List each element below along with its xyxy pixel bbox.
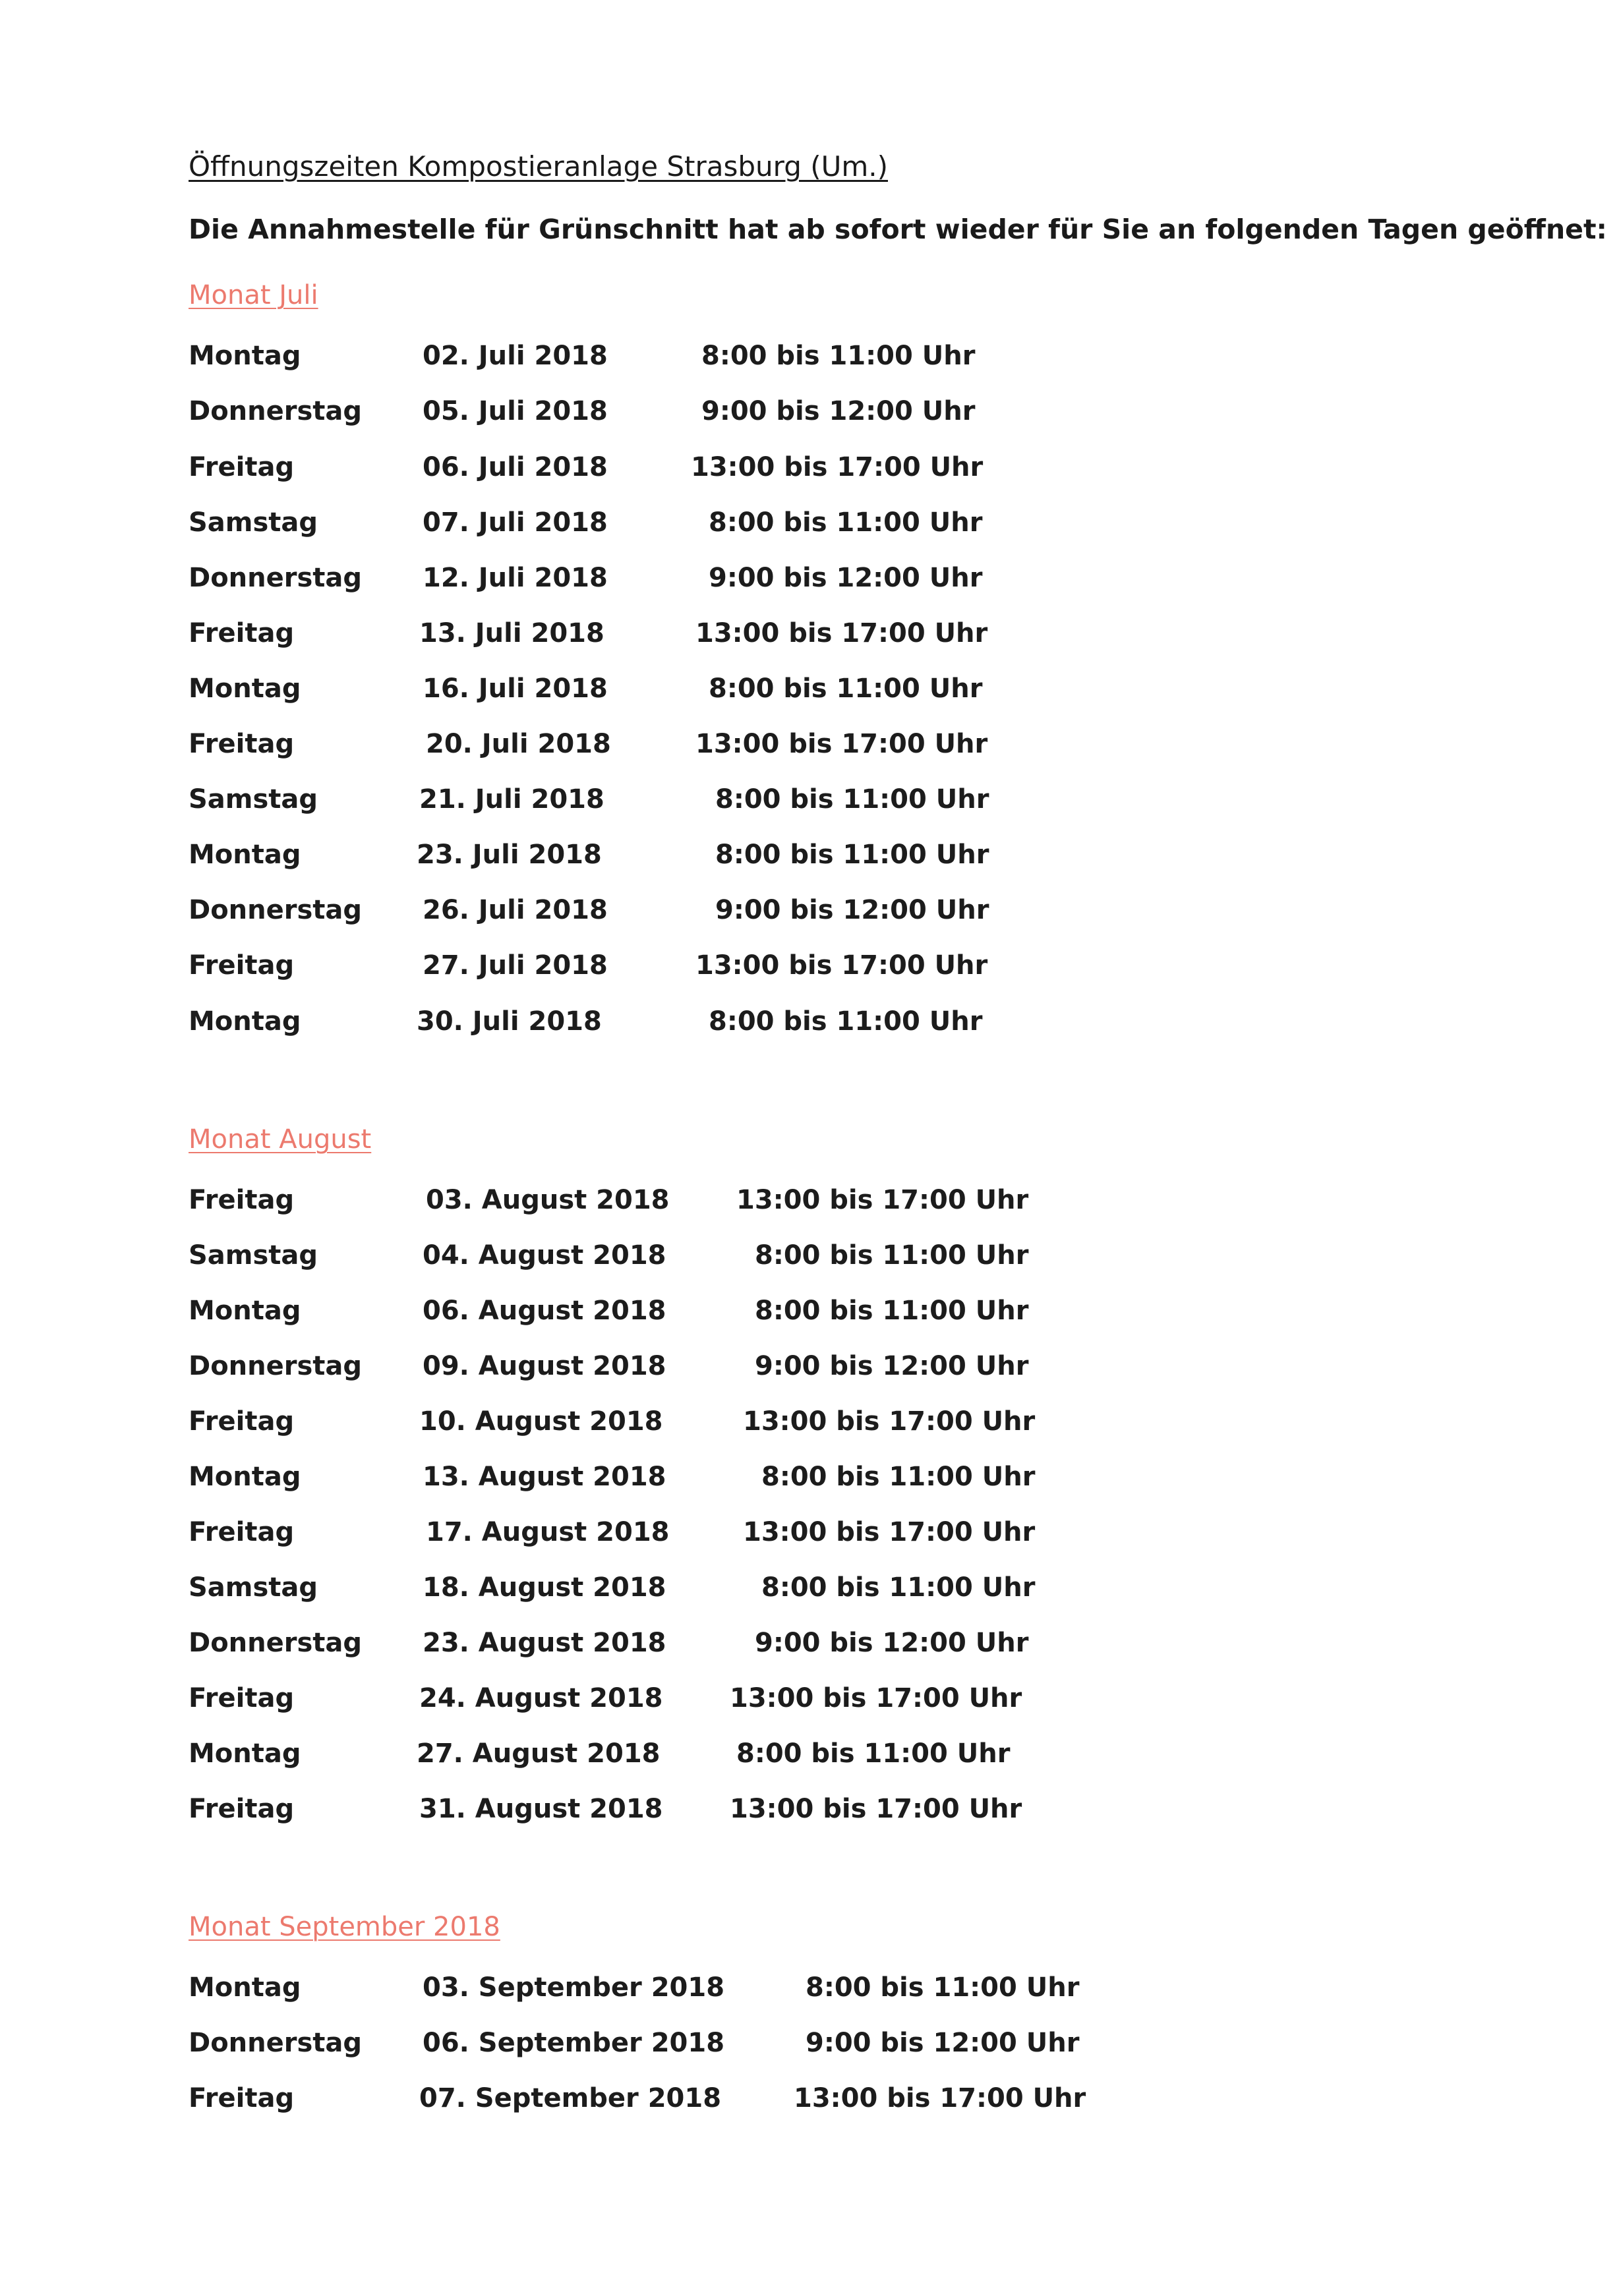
weekday-cell: Freitag: [189, 950, 295, 981]
date-cell: 06. Juli 2018: [423, 452, 608, 482]
date-cell: 30. Juli 2018: [417, 1006, 602, 1037]
date-cell: 24. August 2018: [419, 1683, 663, 1713]
schedule-row: [0, 840, 1619, 879]
schedule-row: [0, 1296, 1619, 1335]
time-cell: 13:00 bis 17:00 Uhr: [695, 729, 988, 759]
weekday-cell: Montag: [189, 1296, 301, 1326]
schedule-row: [0, 1462, 1619, 1501]
schedule-row: [0, 1517, 1619, 1557]
weekday-cell: Montag: [189, 1738, 301, 1769]
date-cell: 06. September 2018: [423, 2028, 725, 2058]
date-cell: 03. September 2018: [423, 1972, 725, 2003]
date-cell: 20. Juli 2018: [426, 729, 611, 759]
time-cell: 8:00 bis 11:00 Uhr: [709, 507, 983, 538]
weekday-cell: Samstag: [189, 1572, 318, 1603]
date-cell: 16. Juli 2018: [423, 674, 608, 704]
schedule-row: [0, 452, 1619, 492]
weekday-cell: Samstag: [189, 507, 318, 538]
time-cell: 9:00 bis 12:00 Uhr: [806, 2028, 1080, 2058]
weekday-cell: Freitag: [189, 452, 295, 482]
weekday-cell: Montag: [189, 341, 301, 371]
date-cell: 27. Juli 2018: [423, 950, 608, 981]
weekday-cell: Freitag: [189, 618, 295, 648]
time-cell: 8:00 bis 11:00 Uhr: [709, 674, 983, 704]
date-cell: 12. Juli 2018: [423, 563, 608, 593]
schedule-row: [0, 396, 1619, 436]
schedule-row: [0, 729, 1619, 768]
schedule-row: [0, 341, 1619, 380]
weekday-cell: Freitag: [189, 1517, 295, 1547]
weekday-cell: Montag: [189, 840, 301, 870]
date-cell: 17. August 2018: [426, 1517, 670, 1547]
schedule-row: [0, 2083, 1619, 2123]
time-cell: 13:00 bis 17:00 Uhr: [730, 1794, 1022, 1824]
weekday-cell: Freitag: [189, 1406, 295, 1437]
date-cell: 13. Juli 2018: [419, 618, 604, 648]
document-title: Öffnungszeiten Kompostieranlage Strasburg (Um.): [189, 150, 888, 183]
date-cell: 10. August 2018: [419, 1406, 663, 1437]
date-cell: 31. August 2018: [419, 1794, 663, 1824]
date-cell: 05. Juli 2018: [423, 396, 608, 426]
schedule-row: [0, 950, 1619, 990]
date-cell: 04. August 2018: [423, 1240, 666, 1271]
date-cell: 07. September 2018: [419, 2083, 722, 2113]
weekday-cell: Freitag: [189, 2083, 295, 2113]
weekday-cell: Donnerstag: [189, 1628, 363, 1658]
time-cell: 8:00 bis 11:00 Uhr: [806, 1972, 1080, 2003]
time-cell: 9:00 bis 12:00 Uhr: [701, 396, 976, 426]
date-cell: 03. August 2018: [426, 1185, 670, 1215]
time-cell: 9:00 bis 12:00 Uhr: [715, 895, 989, 925]
time-cell: 13:00 bis 17:00 Uhr: [743, 1406, 1036, 1437]
time-cell: 8:00 bis 11:00 Uhr: [701, 341, 976, 371]
schedule-row: [0, 1972, 1619, 2012]
weekday-cell: Donnerstag: [189, 1351, 363, 1381]
weekday-cell: Montag: [189, 674, 301, 704]
time-cell: 8:00 bis 11:00 Uhr: [761, 1572, 1036, 1603]
time-cell: 13:00 bis 17:00 Uhr: [794, 2083, 1086, 2113]
time-cell: 9:00 bis 12:00 Uhr: [755, 1628, 1029, 1658]
weekday-cell: Donnerstag: [189, 895, 363, 925]
date-cell: 21. Juli 2018: [419, 784, 604, 815]
weekday-cell: Freitag: [189, 1683, 295, 1713]
schedule-row: [0, 784, 1619, 824]
schedule-row: [0, 1240, 1619, 1280]
weekday-cell: Donnerstag: [189, 563, 363, 593]
weekday-cell: Freitag: [189, 729, 295, 759]
date-cell: 23. Juli 2018: [417, 840, 602, 870]
time-cell: 8:00 bis 11:00 Uhr: [709, 1006, 983, 1037]
schedule-row: [0, 1351, 1619, 1391]
date-cell: 18. August 2018: [423, 1572, 666, 1603]
date-cell: 23. August 2018: [423, 1628, 666, 1658]
schedule-row: [0, 1406, 1619, 1446]
time-cell: 8:00 bis 11:00 Uhr: [755, 1240, 1029, 1271]
weekday-cell: Samstag: [189, 1240, 318, 1271]
schedule-row: [0, 1185, 1619, 1224]
weekday-cell: Freitag: [189, 1794, 295, 1824]
time-cell: 8:00 bis 11:00 Uhr: [761, 1462, 1036, 1492]
time-cell: 13:00 bis 17:00 Uhr: [695, 950, 988, 981]
date-cell: 07. Juli 2018: [423, 507, 608, 538]
weekday-cell: Donnerstag: [189, 396, 363, 426]
date-cell: 02. Juli 2018: [423, 341, 608, 371]
schedule-row: [0, 1683, 1619, 1723]
schedule-row: [0, 674, 1619, 713]
schedule-row: [0, 507, 1619, 547]
date-cell: 06. August 2018: [423, 1296, 666, 1326]
time-cell: 13:00 bis 17:00 Uhr: [743, 1517, 1036, 1547]
time-cell: 13:00 bis 17:00 Uhr: [730, 1683, 1022, 1713]
time-cell: 8:00 bis 11:00 Uhr: [715, 840, 989, 870]
month-heading: Monat August: [189, 1124, 372, 1155]
schedule-row: [0, 618, 1619, 658]
date-cell: 26. Juli 2018: [423, 895, 608, 925]
weekday-cell: Montag: [189, 1462, 301, 1492]
schedule-row: [0, 1794, 1619, 1833]
schedule-row: [0, 1738, 1619, 1778]
time-cell: 13:00 bis 17:00 Uhr: [736, 1185, 1029, 1215]
time-cell: 13:00 bis 17:00 Uhr: [695, 618, 988, 648]
weekday-cell: Donnerstag: [189, 2028, 363, 2058]
weekday-cell: Samstag: [189, 784, 318, 815]
schedule-row: [0, 1006, 1619, 1046]
date-cell: 09. August 2018: [423, 1351, 666, 1381]
date-cell: 13. August 2018: [423, 1462, 666, 1492]
schedule-row: [0, 895, 1619, 934]
date-cell: 27. August 2018: [417, 1738, 661, 1769]
month-heading: Monat September 2018: [189, 1912, 500, 1942]
time-cell: 8:00 bis 11:00 Uhr: [715, 784, 989, 815]
schedule-row: [0, 563, 1619, 602]
time-cell: 9:00 bis 12:00 Uhr: [709, 563, 983, 593]
schedule-row: [0, 1628, 1619, 1667]
time-cell: 8:00 bis 11:00 Uhr: [755, 1296, 1029, 1326]
schedule-row: [0, 2028, 1619, 2067]
time-cell: 13:00 bis 17:00 Uhr: [691, 452, 984, 482]
month-heading: Monat Juli: [189, 280, 318, 310]
schedule-row: [0, 1572, 1619, 1612]
intro-text: Die Annahmestelle für Grünschnitt hat ab sofort wieder für Sie an folgenden Tagen geöffnet:: [189, 214, 1607, 245]
weekday-cell: Freitag: [189, 1185, 295, 1215]
weekday-cell: Montag: [189, 1006, 301, 1037]
time-cell: 8:00 bis 11:00 Uhr: [736, 1738, 1011, 1769]
time-cell: 9:00 bis 12:00 Uhr: [755, 1351, 1029, 1381]
weekday-cell: Montag: [189, 1972, 301, 2003]
